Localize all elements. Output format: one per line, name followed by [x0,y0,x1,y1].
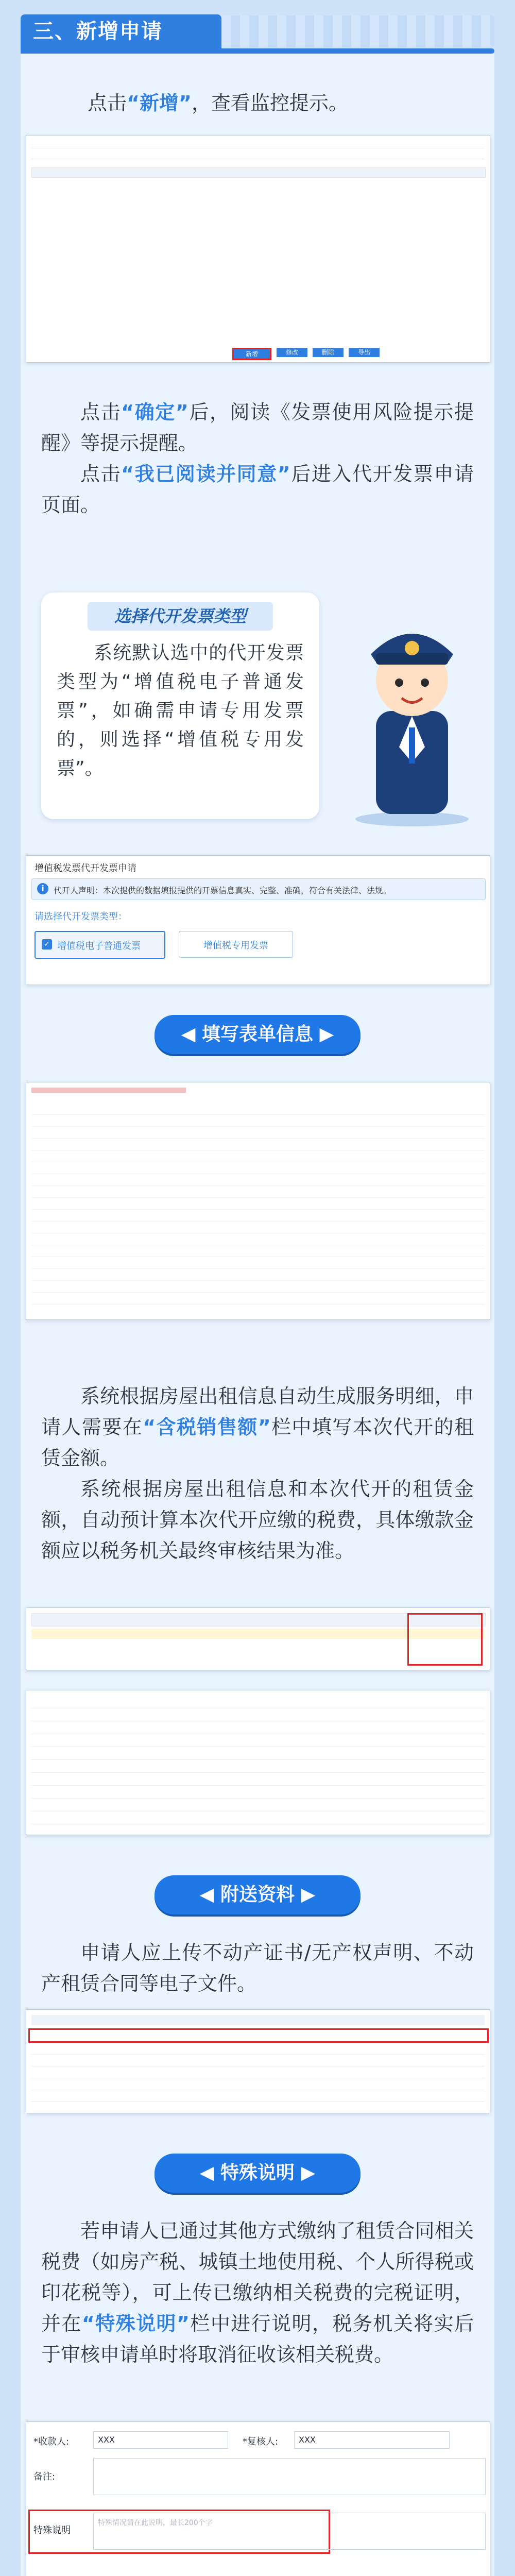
option-label: 增值税专用发票 [203,940,268,951]
form-warning-line [31,1088,186,1093]
panel-title: 增值税发票代开发票申请 [35,863,136,874]
form-section-title: ◀ 填写表单信息 ▶ [154,1015,360,1054]
payee-input[interactable]: XXX [93,2431,228,2449]
reviewer-label: *复核人: [243,2436,279,2447]
select-label: 请选择代开发票类型： [35,911,127,922]
remark-textarea[interactable] [93,2458,486,2495]
header-band [21,48,494,54]
invoice-type-panel [26,855,490,985]
attach-rows [31,2043,485,2105]
option-vat-e-normal[interactable] [35,931,165,959]
edit-button[interactable]: 修改 [277,348,307,357]
special-text: 若申请人已通过其他方式缴纳了租赁合同相关税费（如房产税、城镇土地使用税、个人所得税或印花税等），可上传已缴纳相关税费的完税证明，并在“特殊说明”栏中进行说明，税务机关将实后于审核申请单时将取消征收该相关税费。 [41,2219,474,2366]
info-icon: i [37,883,48,894]
checkbox-checked-icon: ✓ [42,939,52,950]
service-detail-screenshot [26,1607,490,1670]
invoice-type-text: 系统默认选中的代开发票类型为“增值税电子普通发票”，如确需申请专用发票的，则选择“增值税专用发票”。 [57,642,304,779]
filter-area [31,140,485,165]
option-label: 增值税电子普通发票 [57,941,141,952]
attach-text: 申请人应上传不动产证书/无产权声明、不动产租赁合同等电子文件。 [41,1941,474,1995]
step1-text: 点击“新增”，查看监控提示。 [88,92,348,114]
attach-row-highlight [28,2028,489,2043]
attachments-screenshot [26,2009,490,2113]
add-button[interactable]: 新增 [232,348,271,360]
tax-amount-highlight [407,1613,483,1666]
payee-label: *收款人: [33,2436,70,2447]
table-header [31,167,486,178]
header-decoration [221,15,494,47]
delete-button[interactable]: 删除 [313,348,344,357]
special-section-title: ◀ 特殊说明 ▶ [154,2154,360,2193]
tax-calc-screenshot [26,1690,490,1835]
export-button[interactable]: 导出 [349,348,380,357]
attach-header [31,2015,485,2025]
attach-section-title: ◀ 附送资料 ▶ [154,1875,360,1914]
step2-text-1: 点击“确定”后，阅读《发票使用风险提示提醒》等提示提醒。 [41,401,474,454]
remark-label: 备注: [33,2471,56,2482]
special-note-textarea[interactable]: 特殊情况请在此说明，最长200个字 [93,2513,486,2550]
special-note-label: 特殊说明 [33,2525,71,2536]
rent-text-1: 系统根据房屋出租信息自动生成服务明细，申请人需要在“含税销售额”栏中填写本次代开的租赁金额。 [41,1385,474,1469]
step2-text-2: 点击“我已阅读并同意”后进入代开发票申请页面。 [41,463,474,516]
notice-bar [31,878,486,900]
query-list-screenshot [26,135,490,363]
rent-text-2: 系统根据房屋出租信息和本次代开的租赁金额，自动预计算本次代开应缴的税费，具体缴款金额应以税务机关最终审核结果为准。 [41,1478,474,1562]
remark-form-screenshot [26,2421,490,2576]
toolbar [232,348,387,359]
notice-text: 代开人声明：本次提供的数据填报提供的开票信息真实、完整、准确，符合有关法律、法规。 [54,886,392,895]
tax-officer-illustration [340,592,484,829]
section-title: 三、新增申请 [21,14,221,48]
reviewer-input[interactable]: XXX [294,2431,450,2449]
form-screenshot [26,1082,490,1320]
form-fields [31,1103,485,1309]
option-vat-special[interactable] [179,931,293,958]
invoice-type-tag: 选择代开发票类型 [88,602,273,631]
tax-table [31,1696,485,1829]
